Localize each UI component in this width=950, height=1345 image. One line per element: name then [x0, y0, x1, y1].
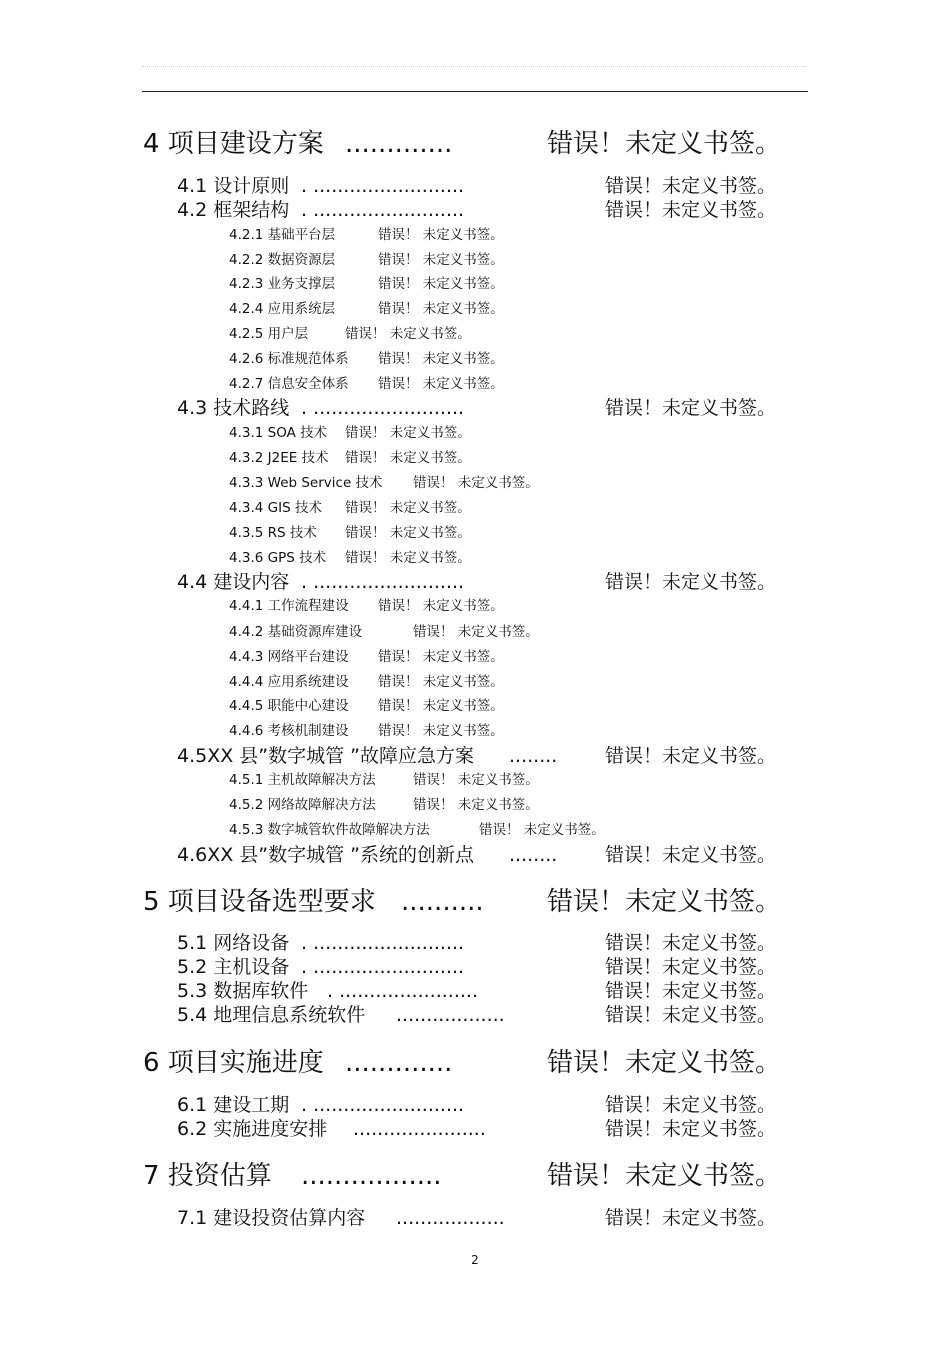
toc-leader: ......................	[353, 1118, 486, 1140]
toc-error: 错误！未定义书签。	[605, 980, 777, 1002]
toc-title: 4.2.4 应用系统层	[229, 301, 336, 317]
toc-error: 错误！未定义书签。	[605, 199, 777, 221]
toc-title: 4.4.1 工作流程建设	[229, 598, 349, 614]
toc-error: 错误！未定义书签。	[605, 745, 777, 767]
toc-error: 错误！未定义书签。	[547, 129, 782, 159]
toc-error: 错误！ 未定义书签。	[413, 797, 539, 813]
toc-error: 错误！ 未定义书签。	[345, 550, 471, 566]
toc-title: 6.2 实施进度安排	[177, 1118, 328, 1140]
toc-title: 4.3.2 J2EE 技术	[229, 450, 329, 466]
toc-error: 错误！ 未定义书签。	[378, 698, 504, 714]
toc-title: 4.5.3 数字城管软件故障解决方法	[229, 822, 430, 838]
toc-leader: ........	[509, 745, 558, 767]
toc-title: 4.4.6 考核机制建设	[229, 723, 349, 739]
toc-leader: . .........................	[301, 1094, 465, 1116]
toc-error: 错误！ 未定义书签。	[378, 674, 504, 690]
toc-leader: . .........................	[301, 175, 465, 197]
toc-error: 错误！未定义书签。	[605, 1207, 777, 1229]
toc-title: 5.1 网络设备	[177, 932, 290, 954]
toc-error: 错误！ 未定义书签。	[378, 227, 504, 243]
toc-error: 错误！ 未定义书签。	[378, 376, 504, 392]
toc-error: 错误！ 未定义书签。	[345, 500, 471, 516]
toc-error: 错误！未定义书签。	[547, 1161, 782, 1191]
toc-title: 4.2.3 业务支撑层	[229, 276, 336, 292]
toc-title: 4.2 框架结构	[177, 199, 290, 221]
toc-title: 4.5.2 网络故障解决方法	[229, 797, 376, 813]
toc-error: 错误！未定义书签。	[605, 571, 777, 593]
toc-title: 7.1 建设投资估算内容	[177, 1207, 366, 1229]
header-dotted-line	[142, 66, 806, 67]
toc-leader: . .........................	[301, 199, 465, 221]
toc-title: 7 投资估算	[143, 1161, 272, 1191]
toc-error: 错误！ 未定义书签。	[345, 425, 471, 441]
toc-error: 错误！未定义书签。	[605, 1118, 777, 1140]
toc-leader: . .......................	[327, 980, 478, 1002]
toc-error: 错误！ 未定义书签。	[413, 624, 539, 640]
toc-error: 错误！ 未定义书签。	[378, 598, 504, 614]
toc-title: 4.3.3 Web Service 技术	[229, 475, 383, 491]
toc-title: 5.4 地理信息系统软件	[177, 1004, 366, 1026]
toc-title: 4.2.7 信息安全体系	[229, 376, 349, 392]
toc-error: 错误！ 未定义书签。	[378, 252, 504, 268]
toc-title: 4.1 设计原则	[177, 175, 290, 197]
toc-title: 4.3.6 GPS 技术	[229, 550, 327, 566]
toc-error: 错误！未定义书签。	[605, 1094, 777, 1116]
toc-error: 错误！未定义书签。	[605, 397, 777, 419]
toc-title: 5 项目设备选型要求	[143, 887, 376, 917]
toc-title: 4 项目建设方案	[143, 129, 324, 159]
toc-error: 错误！未定义书签。	[605, 956, 777, 978]
toc-error: 错误！ 未定义书签。	[345, 450, 471, 466]
toc-leader: . .........................	[301, 397, 465, 419]
toc-leader: . .........................	[301, 956, 465, 978]
toc-error: 错误！未定义书签。	[547, 1048, 782, 1078]
toc-leader: ..................	[396, 1207, 505, 1229]
toc-title: 4.4.5 职能中心建设	[229, 698, 349, 714]
toc-title: 4.6XX 县”数字城管 ”系统的创新点	[177, 844, 475, 866]
toc-error: 错误！ 未定义书签。	[479, 822, 605, 838]
toc-error: 错误！ 未定义书签。	[378, 276, 504, 292]
toc-title: 4.2.2 数据资源层	[229, 252, 336, 268]
toc-error: 错误！未定义书签。	[605, 932, 777, 954]
toc-leader: ..........	[401, 887, 484, 917]
toc-title: 4.2.1 基础平台层	[229, 227, 336, 243]
toc-leader: .............	[345, 1048, 453, 1078]
toc-title: 4.4 建设内容	[177, 571, 290, 593]
toc-error: 错误！ 未定义书签。	[378, 723, 504, 739]
toc-title: 4.3.5 RS 技术	[229, 525, 317, 541]
header-rule	[142, 91, 808, 92]
toc-error: 错误！ 未定义书签。	[378, 301, 504, 317]
toc-title: 4.5XX 县”数字城管 ”故障应急方案	[177, 745, 475, 767]
toc-title: 4.4.2 基础资源库建设	[229, 624, 363, 640]
toc-title: 4.3.4 GIS 技术	[229, 500, 322, 516]
toc-title: 4.4.4 应用系统建设	[229, 674, 349, 690]
toc-error: 错误！未定义书签。	[605, 175, 777, 197]
toc-leader: ........	[509, 844, 558, 866]
toc-error: 错误！未定义书签。	[547, 887, 782, 917]
toc-leader: ..................	[396, 1004, 505, 1026]
toc-title: 4.3.1 SOA 技术	[229, 425, 328, 441]
toc-title: 6.1 建设工期	[177, 1094, 290, 1116]
toc-title: 5.2 主机设备	[177, 956, 290, 978]
toc-title: 4.2.5 用户层	[229, 326, 309, 342]
toc-error: 错误！ 未定义书签。	[378, 351, 504, 367]
toc-error: 错误！ 未定义书签。	[345, 326, 471, 342]
toc-error: 错误！ 未定义书签。	[413, 475, 539, 491]
toc-error: 错误！ 未定义书签。	[345, 525, 471, 541]
toc-error: 错误！ 未定义书签。	[378, 649, 504, 665]
toc-leader: . .........................	[301, 571, 465, 593]
toc-title: 4.4.3 网络平台建设	[229, 649, 349, 665]
toc-error: 错误！未定义书签。	[605, 1004, 777, 1026]
toc-title: 5.3 数据库软件	[177, 980, 309, 1002]
toc-error: 错误！未定义书签。	[605, 844, 777, 866]
toc-title: 4.2.6 标准规范体系	[229, 351, 349, 367]
toc-title: 4.3 技术路线	[177, 397, 290, 419]
page-number: 2	[471, 1253, 479, 1267]
toc-leader: . .........................	[301, 932, 465, 954]
toc-title: 6 项目实施进度	[143, 1048, 324, 1078]
toc-error: 错误！ 未定义书签。	[413, 772, 539, 788]
toc-leader: .................	[301, 1161, 442, 1191]
toc-title: 4.5.1 主机故障解决方法	[229, 772, 376, 788]
toc-leader: .............	[345, 129, 453, 159]
